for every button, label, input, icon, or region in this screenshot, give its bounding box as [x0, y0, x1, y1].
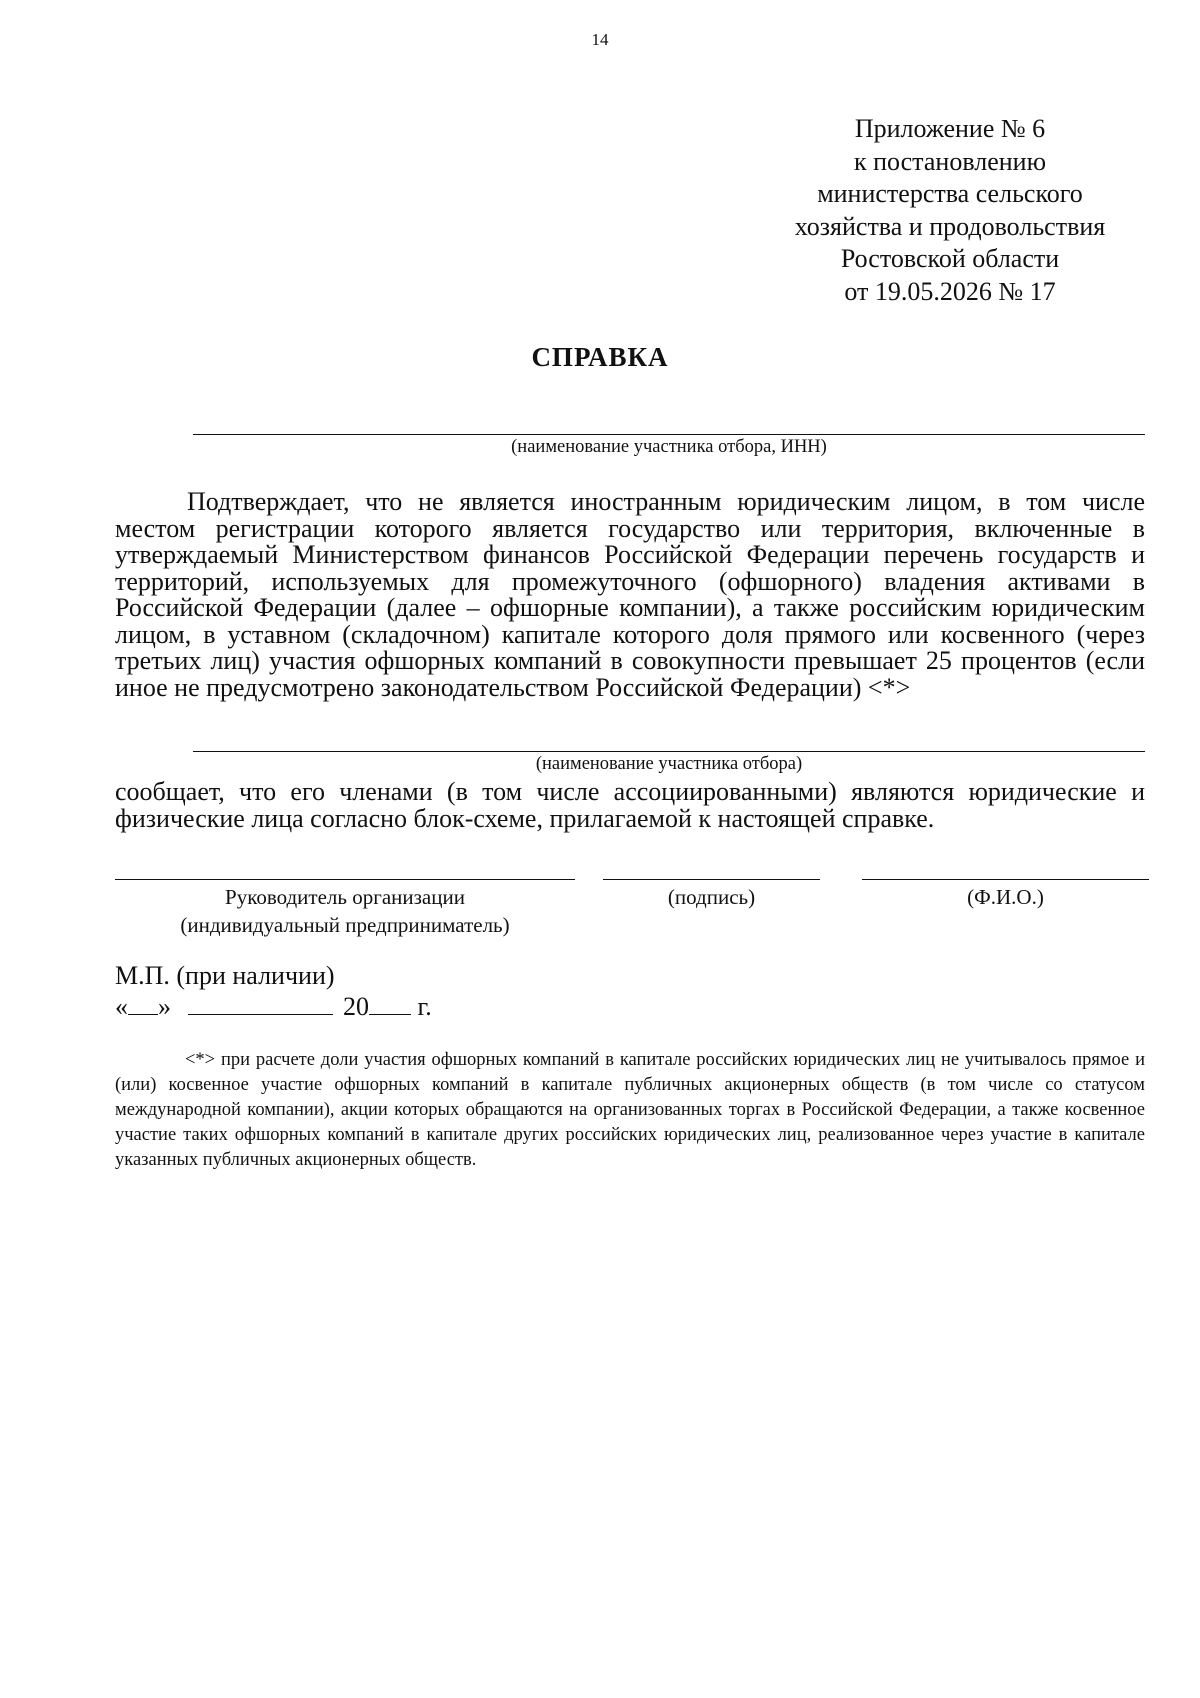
participant-fill-line [193, 751, 1145, 752]
appendix-header [760, 113, 1140, 308]
head-caption-line1: Руководитель организации [225, 885, 465, 909]
sign-line [603, 879, 820, 880]
page-number: 14 [591, 30, 609, 49]
sign-caption: (подпись) [667, 885, 756, 909]
date-line [115, 991, 432, 1023]
document-title: СПРАВКА [531, 342, 669, 372]
stamp-label: М.П. (при наличии) [115, 961, 335, 990]
date-year-prefix: 20 [343, 992, 369, 1021]
date-day-blank [128, 992, 158, 1015]
confirmation-paragraph [115, 489, 1145, 701]
members-paragraph: сообщает, что его членами (в том числе ассоциированными) являются юридические и физические лица согласно блок-схеме, прилагаемой к настоящей справке. [115, 777, 1145, 833]
appendix-line: от 19.05.2026 № 17 [844, 276, 1056, 306]
appendix-line: хозяйства и продовольствия [794, 211, 1106, 241]
head-caption-line2: (индивидуальный предприниматель) [180, 913, 510, 937]
footnote [115, 1048, 1145, 1173]
fio-caption: (Ф.И.О.) [967, 885, 1044, 909]
date-close-quote: » [158, 992, 171, 1021]
footnote-text: <*> при расчете доли участия офшорных компаний в капитале российских юридических лиц не учитывалось прямое и (или) косвенное участие офшорных компаний в капитале публичных акционерных обществ (в том числе со статусом международной компании), акции которых обращаются на организованных торгах в Российской Федерации, а также косвенное участие таких офшорных компаний в капитале других российских юридических лиц, реализованное через участие в капитале указанных публичных акционерных обществ. [115, 1050, 1145, 1170]
participant-inn-fill-line [193, 434, 1145, 435]
fio-line [862, 879, 1149, 880]
participant-inn-caption: (наименование участника отбора, ИНН) [511, 437, 827, 457]
date-month-blank [188, 992, 333, 1015]
appendix-line: к постановлению [853, 146, 1047, 176]
confirmation-text: Подтверждает, что не является иностранным юридическим лицом, в том числе местом регистрации которого является государство или территория, включенные в утверждаемый Министерством финансов Российской Федерации перечень государств и территорий, используемых для промежуточного (офшорного) владения активами в Российской Федерации (далее – офшорные компании), а также российским юридическим лицом, в уставном (складочном) капитале которого доля прямого или косвенного (через третьих лиц) участия офшорных компаний в совокупности превышает 25 процентов (если иное не предусмотрено законодательством Российской Федерации) <*> [115, 487, 1145, 702]
appendix-line: Приложение № 6 [854, 114, 1046, 143]
date-year-suffix: г. [417, 992, 432, 1021]
date-year-blank [369, 992, 411, 1015]
participant-caption: (наименование участника отбора) [535, 754, 803, 774]
appendix-line: Ростовской области [840, 244, 1060, 273]
appendix-line: министерства сельского [817, 179, 1083, 208]
head-signature-line [115, 879, 575, 880]
date-open-quote: « [115, 992, 128, 1021]
head-caption [115, 883, 575, 939]
